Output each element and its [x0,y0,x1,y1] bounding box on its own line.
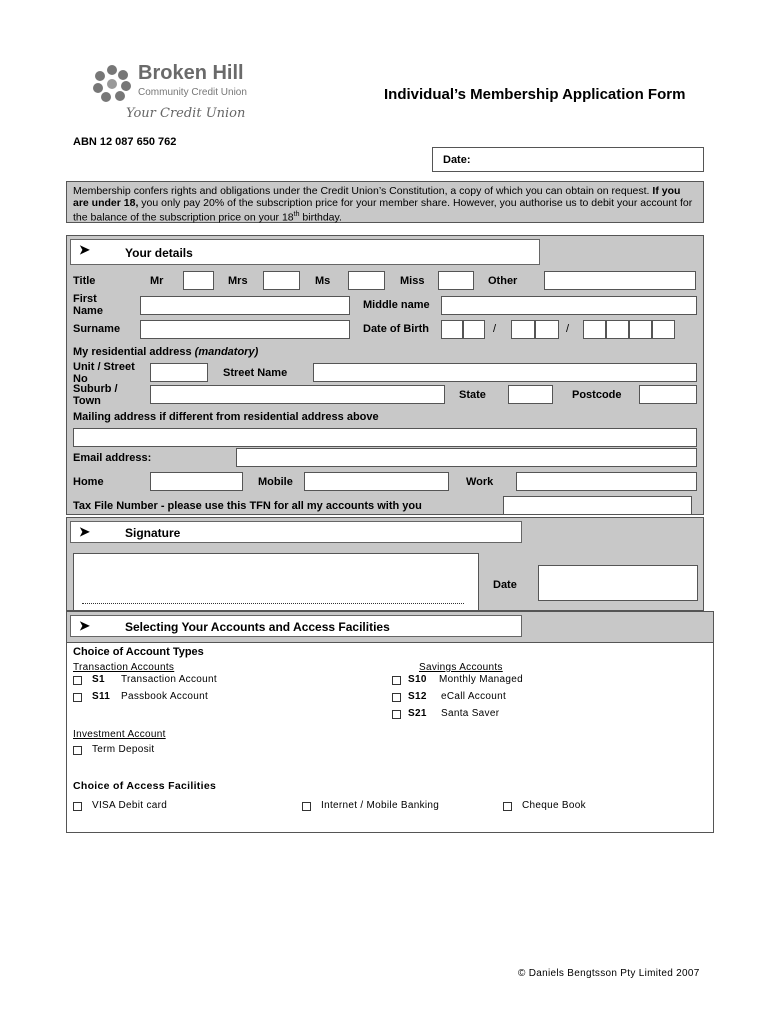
mailing-address-label: Mailing address if different from residential address above [73,411,379,423]
choice-access-facilities-label: Choice of Access Facilities [73,780,217,792]
unit-street-label: Unit / Street No [73,361,135,385]
membership-notice: Membership confers rights and obligations under the Credit Union’s Constitution, a copy of which you can obtain on request. If you are under 18, you only pay 20% of the subscription price for your member share. However, you authorise us to debit your account for the balance of the subscription price on your 18th birthday. [66,181,704,223]
dob-day-2[interactable] [463,320,485,339]
dob-year-2[interactable] [606,320,629,339]
s1-code: S1 [92,674,105,685]
cheque-book-checkbox[interactable] [503,802,512,811]
email-label: Email address: [73,452,152,464]
visa-label: VISA Debit card [92,800,168,811]
dob-slash-1: / [493,323,497,335]
signature-line [82,603,464,604]
s21-name: Santa Saver [441,708,500,719]
other-field[interactable] [544,271,696,290]
internet-banking-label: Internet / Mobile Banking [321,800,440,811]
term-deposit-label: Term Deposit [92,744,155,755]
first-name-label: First Name [73,293,103,317]
home-phone-input[interactable] [150,472,243,491]
s1-checkbox[interactable] [73,676,82,685]
dob-year-3[interactable] [629,320,652,339]
signature-date-input[interactable] [538,565,698,601]
dob-year-4[interactable] [652,320,675,339]
logo-subtitle: Community Credit Union [138,87,247,98]
logo-mark-icon [92,64,132,104]
dob-slash-2: / [566,323,570,335]
logo [92,62,262,126]
term-deposit-checkbox[interactable] [73,746,82,755]
first-name-input[interactable] [140,296,350,315]
mr-checkbox[interactable] [183,271,214,290]
s12-code: S12 [408,691,427,702]
copyright: © Daniels Bengtsson Pty Limited 2007 [518,968,700,979]
work-phone-label: Work [466,476,494,488]
dob-label: Date of Birth [363,323,429,335]
dob-month-2[interactable] [535,320,559,339]
s11-name: Passbook Account [121,691,209,702]
cheque-book-label: Cheque Book [522,800,586,811]
surname-label: Surname [73,323,121,335]
tfn-label: Tax File Number - please use this TFN for all my accounts with you [73,500,422,512]
s21-checkbox[interactable] [392,710,401,719]
tfn-input[interactable] [503,496,692,515]
arrow-icon: ➤ [79,618,90,633]
postcode-label: Postcode [572,389,622,401]
s10-name: Monthly Managed [439,674,523,685]
street-name-label: Street Name [223,367,288,379]
mrs-checkbox[interactable] [263,271,300,290]
s12-name: eCall Account [441,691,507,702]
arrow-icon: ➤ [79,242,90,257]
postcode-input[interactable] [639,385,697,404]
ms-checkbox[interactable] [348,271,385,290]
mobile-phone-label: Mobile [258,476,293,488]
signature-date-label: Date [493,579,517,591]
state-label: State [459,389,486,401]
savings-accounts-label: Savings Accounts [419,662,503,673]
ms-label: Ms [315,275,331,287]
mrs-label: Mrs [228,275,248,287]
signature-header: ➤ Signature [70,521,522,543]
work-phone-input[interactable] [516,472,697,491]
residential-address-label: My residential address (mandatory) [73,346,259,358]
mr-label: Mr [150,275,164,287]
internet-banking-checkbox[interactable] [302,802,311,811]
s11-checkbox[interactable] [73,693,82,702]
s11-code: S11 [92,691,111,702]
date-field[interactable] [432,147,704,172]
dob-year-1[interactable] [583,320,606,339]
mobile-phone-input[interactable] [304,472,449,491]
suburb-input[interactable] [150,385,445,404]
surname-input[interactable] [140,320,350,339]
miss-label: Miss [400,275,425,287]
logo-tagline: Your Credit Union [126,106,246,121]
s10-code: S10 [408,674,427,685]
signature-area[interactable] [73,553,479,611]
choice-account-types-label: Choice of Account Types [73,646,204,658]
form-title: Individual’s Membership Application Form [384,86,686,103]
middle-name-label: Middle name [363,299,430,311]
abn: ABN 12 087 650 762 [73,136,177,148]
s21-code: S21 [408,708,427,719]
email-input[interactable] [236,448,697,467]
street-name-input[interactable] [313,363,697,382]
other-label: Other [488,275,518,287]
suburb-label: Suburb / Town [73,383,118,407]
dob-day-1[interactable] [441,320,463,339]
logo-name: Broken Hill [138,62,244,84]
middle-name-input[interactable] [441,296,697,315]
dob-month-1[interactable] [511,320,535,339]
arrow-icon: ➤ [79,524,90,539]
s1-name: Transaction Account [121,674,217,685]
transaction-accounts-label: Transaction Accounts [73,662,175,673]
date-label: Date: [443,154,471,166]
mailing-address-input[interactable] [73,428,697,447]
s10-checkbox[interactable] [392,676,401,685]
your-details-header: ➤ Your details [70,239,540,265]
title-label: Title [73,275,96,287]
accounts-header: ➤ Selecting Your Accounts and Access Facilities [70,615,522,637]
visa-checkbox[interactable] [73,802,82,811]
unit-street-input[interactable] [150,363,208,382]
investment-account-label: Investment Account [73,729,166,740]
state-input[interactable] [508,385,553,404]
home-phone-label: Home [73,476,104,488]
miss-checkbox[interactable] [438,271,474,290]
s12-checkbox[interactable] [392,693,401,702]
